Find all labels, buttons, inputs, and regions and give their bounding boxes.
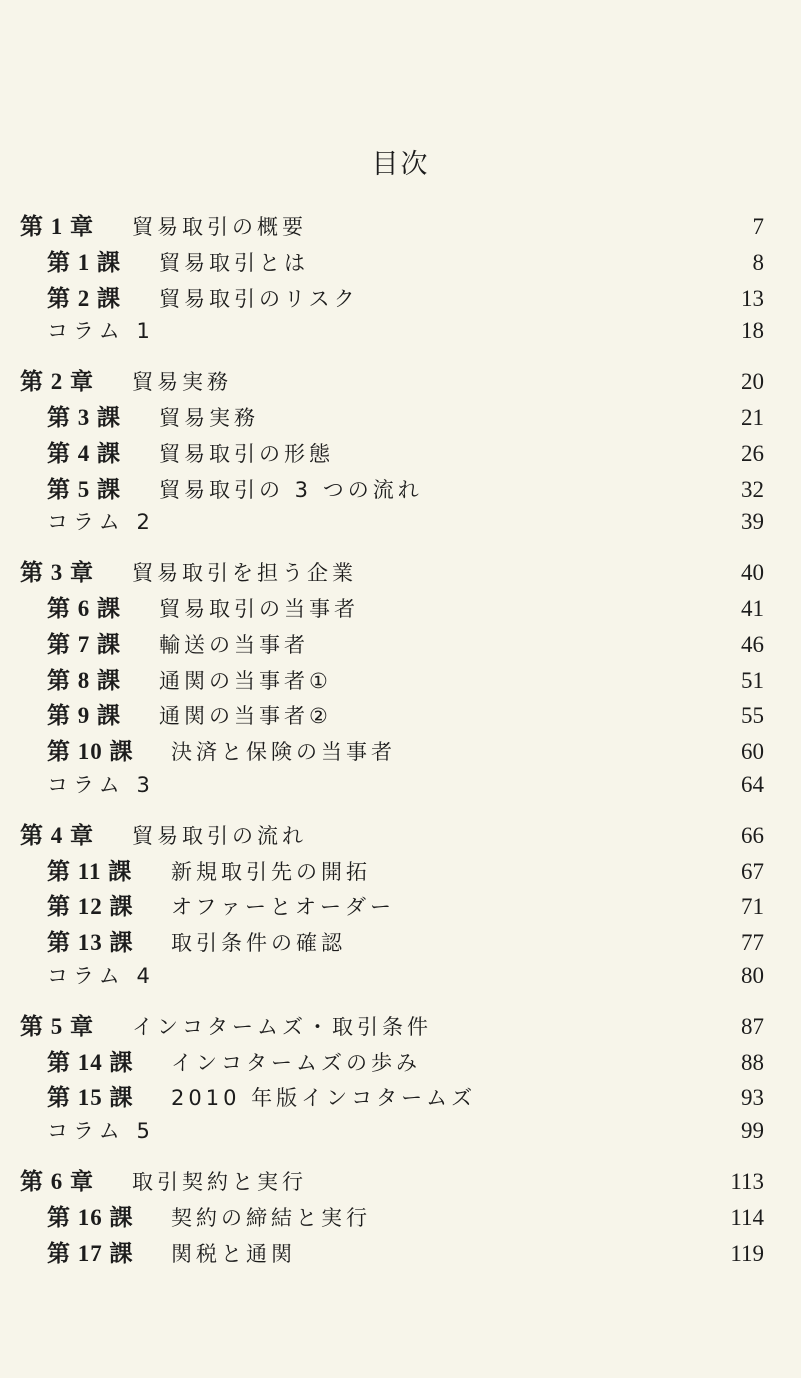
lesson-label: 第 15 課	[47, 1085, 134, 1111]
chapter-title: インコタームズ・取引条件	[132, 1014, 432, 1039]
chapter-page-number: 87	[741, 1013, 764, 1039]
lesson-label: 第 5 課	[47, 476, 121, 502]
column-label: コラム 2	[47, 510, 155, 535]
lesson-title: 取引条件の確認	[171, 931, 346, 956]
column-row	[20, 769, 764, 805]
lesson-row	[20, 853, 764, 889]
chapter-row	[20, 554, 764, 590]
lesson-row	[20, 1235, 764, 1271]
lesson-title: 貿易取引のリスク	[159, 286, 359, 311]
chapter-block	[20, 363, 764, 542]
column-page-number: 18	[741, 318, 764, 344]
lesson-label: 第 2 課	[47, 285, 121, 311]
lesson-row	[20, 435, 764, 471]
lesson-title: インコタームズの歩み	[171, 1050, 421, 1075]
lesson-label: 第 3 課	[47, 404, 121, 430]
lesson-title: 新規取引先の開拓	[171, 859, 371, 884]
column-page-number: 64	[741, 771, 764, 797]
lesson-page-number: 13	[741, 285, 764, 311]
lesson-row	[20, 1044, 764, 1080]
lesson-page-number: 46	[741, 631, 764, 657]
lesson-label: 第 13 課	[47, 930, 134, 956]
column-label: コラム 5	[47, 1119, 155, 1144]
chapter-page-number: 113	[730, 1168, 764, 1194]
chapter-page-number: 20	[741, 369, 764, 395]
lesson-page-number: 55	[741, 703, 764, 729]
lesson-page-number: 21	[741, 404, 764, 430]
lesson-row	[20, 1199, 764, 1235]
lesson-label: 第 14 課	[47, 1049, 134, 1075]
chapter-row	[20, 1008, 764, 1044]
lesson-title: 貿易取引の当事者	[159, 596, 359, 621]
lesson-label: 第 1 課	[47, 249, 121, 275]
lesson-label: 第 12 課	[47, 894, 134, 920]
lesson-title: オファーとオーダー	[171, 895, 395, 920]
chapter-title: 貿易取引の概要	[132, 215, 307, 239]
lesson-title: 貿易実務	[159, 405, 259, 430]
chapter-page-number: 40	[741, 560, 764, 586]
lesson-label: 第 8 課	[47, 667, 121, 693]
lesson-row	[20, 590, 764, 626]
table-of-contents	[20, 208, 764, 1282]
column-page-number: 99	[741, 1118, 764, 1144]
lesson-row	[20, 244, 764, 280]
lesson-page-number: 71	[741, 894, 764, 920]
lesson-title: 2010 年版インコタームズ	[171, 1086, 477, 1111]
lesson-row	[20, 662, 764, 698]
lesson-label: 第 16 課	[47, 1204, 134, 1230]
chapter-label: 第 3 章	[20, 560, 94, 586]
chapter-block	[20, 817, 764, 996]
chapter-row	[20, 363, 764, 399]
lesson-row	[20, 697, 764, 733]
chapter-row	[20, 1163, 764, 1199]
chapter-page-number: 7	[752, 214, 764, 239]
chapter-block	[20, 1163, 764, 1270]
lesson-row	[20, 924, 764, 960]
chapter-label: 第 1 章	[20, 214, 94, 239]
chapter-row	[20, 208, 764, 244]
column-label: コラム 1	[47, 319, 155, 344]
lesson-title: 関税と通関	[171, 1241, 296, 1266]
lesson-page-number: 77	[741, 930, 764, 956]
chapter-block	[20, 1008, 764, 1151]
lesson-label: 第 7 課	[47, 631, 121, 657]
chapter-label: 第 2 章	[20, 369, 94, 395]
lesson-title: 通関の当事者①	[159, 668, 332, 693]
lesson-row	[20, 399, 764, 435]
column-row	[20, 960, 764, 996]
chapter-label: 第 4 章	[20, 822, 94, 848]
column-row	[20, 315, 764, 351]
chapter-block	[20, 208, 764, 351]
lesson-title: 通関の当事者②	[159, 704, 332, 729]
column-label: コラム 4	[47, 963, 155, 988]
lesson-label: 第 6 課	[47, 595, 121, 621]
chapter-label: 第 5 章	[20, 1013, 94, 1039]
column-row	[20, 506, 764, 542]
lesson-label: 第 17 課	[47, 1240, 134, 1266]
lesson-title: 貿易取引の 3 つの流れ	[159, 477, 423, 502]
lesson-row	[20, 280, 764, 316]
chapter-row	[20, 817, 764, 853]
lesson-title: 輸送の当事者	[159, 632, 309, 657]
chapter-title: 貿易取引を担う企業	[132, 561, 357, 586]
lesson-row	[20, 626, 764, 662]
lesson-label: 第 11 課	[47, 858, 133, 884]
chapter-title: 貿易取引の流れ	[132, 823, 307, 848]
lesson-page-number: 60	[741, 739, 764, 765]
page-title: 目次	[371, 149, 430, 180]
lesson-title: 決済と保険の当事者	[171, 740, 396, 765]
lesson-row	[20, 733, 764, 769]
lesson-page-number: 41	[741, 595, 764, 621]
lesson-page-number: 8	[752, 249, 764, 275]
lesson-label: 第 10 課	[47, 739, 134, 765]
lesson-page-number: 32	[741, 476, 764, 502]
chapter-block	[20, 554, 764, 805]
lesson-row	[20, 1079, 764, 1115]
column-label: コラム 3	[47, 772, 155, 797]
chapter-page-number: 66	[741, 822, 764, 848]
lesson-page-number: 114	[730, 1204, 764, 1230]
lesson-title: 貿易取引とは	[159, 250, 309, 275]
lesson-title: 貿易取引の形態	[159, 441, 334, 466]
column-row	[20, 1115, 764, 1151]
lesson-label: 第 4 課	[47, 440, 121, 466]
chapter-label: 第 6 章	[20, 1168, 94, 1194]
lesson-page-number: 119	[730, 1240, 764, 1266]
lesson-row	[20, 888, 764, 924]
lesson-row	[20, 471, 764, 507]
lesson-page-number: 67	[741, 858, 764, 884]
lesson-page-number: 51	[741, 667, 764, 693]
chapter-title: 貿易実務	[132, 370, 232, 395]
lesson-label: 第 9 課	[47, 703, 121, 729]
column-page-number: 39	[741, 509, 764, 535]
lesson-title: 契約の締結と実行	[171, 1205, 371, 1230]
column-page-number: 80	[741, 962, 764, 988]
lesson-page-number: 88	[741, 1049, 764, 1075]
lesson-page-number: 93	[741, 1085, 764, 1111]
chapter-title: 取引契約と実行	[132, 1169, 307, 1194]
lesson-page-number: 26	[741, 440, 764, 466]
